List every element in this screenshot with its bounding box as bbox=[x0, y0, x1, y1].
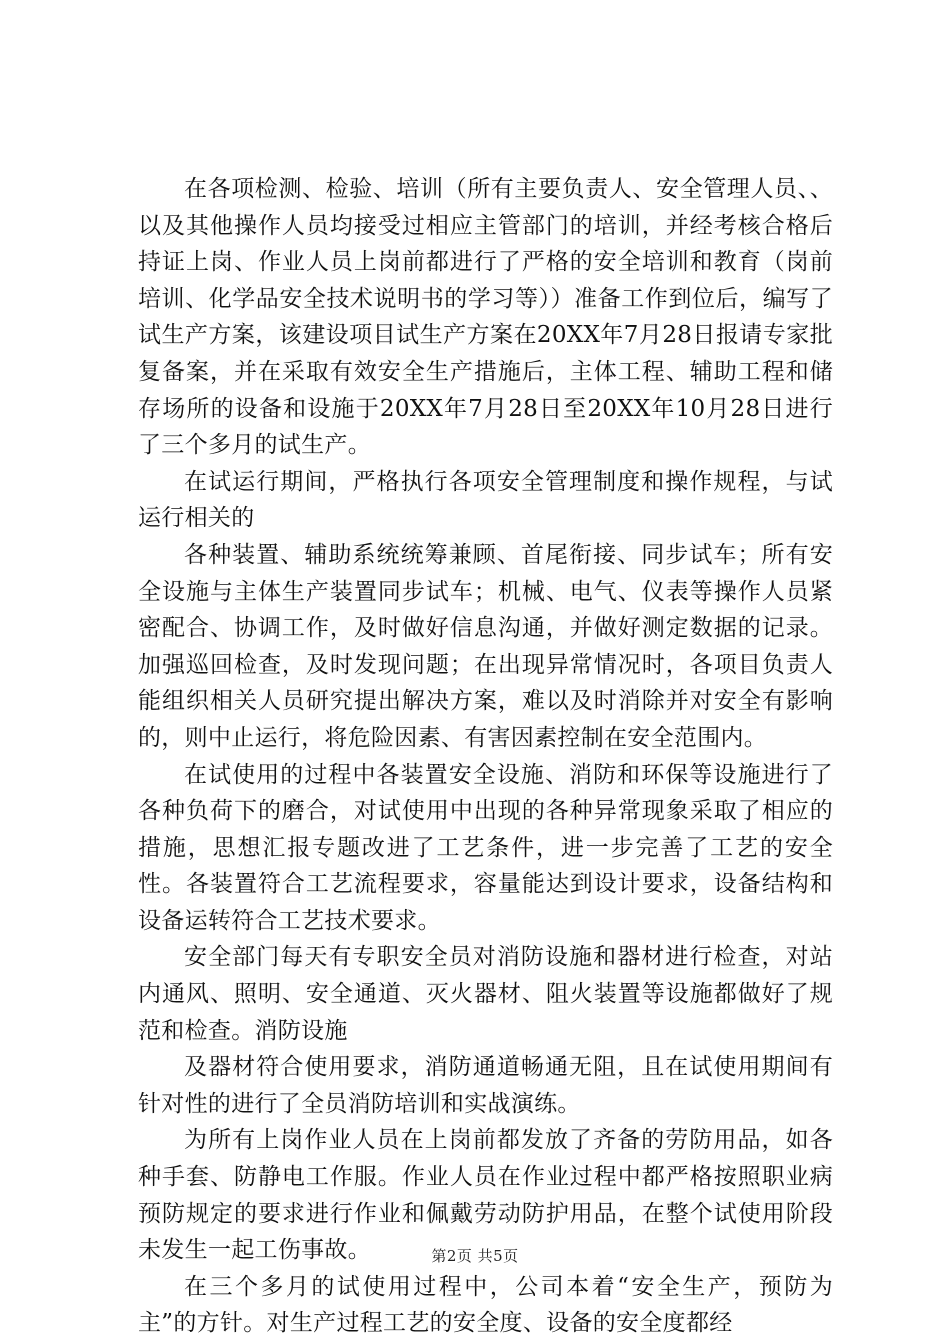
document-body bbox=[138, 171, 833, 1342]
paragraph-2: 在试运行期间，严格执行各项安全管理制度和操作规程，与试运行相关的 bbox=[138, 468, 833, 532]
paragraph-3: 各种装置、辅助系统统筹兼顾、首尾衔接、同步试车；所有安全设施与主体生产装置同步试车；机械、电气、仪表等操作人员紧密配合、协调工作，及时做好信息沟通，并做好测定数据的记录。加强巡回检查，及时发现问题；在出现异常情况时，各项目负责人能组织相关人员研究提出解决方案，难以及时消除并对安全有影响的，则中止运行，将危险因素、有害因素控制在安全范围内。 bbox=[138, 541, 833, 751]
page-number-footer: 第2页 共5页 bbox=[431, 1247, 519, 1265]
paragraph-1: 在各项检测、检验、培训（所有主要负责人、安全管理人员、、以及其他操作人员均接受过相应主管部门的培训，并经考核合格后持证上岗、作业人员上岗前都进行了严格的安全培训和教育（岗前培训、化学品安全技术说明书的学习等））准备工作到位后，编写了试生产方案，该建设项目试生产方案在20XX年7月28日报请专家批复备案，并在采取有效安全生产措施后，主体工程、辅助工程和储存场所的设备和设施于20XX年7月28日至20XX年10月28日进行了三个多月的试生产。 bbox=[138, 176, 833, 459]
paragraph-7: 为所有上岗作业人员在上岗前都发放了齐备的劳防用品，如各种手套、防静电工作服。作业人员在作业过程中都严格按照职业病预防规定的要求进行作业和佩戴劳动防护用品，在整个试使用阶段未发生一起工伤事故。 bbox=[138, 1127, 833, 1264]
paragraph-4: 在试使用的过程中各装置安全设施、消防和环保等设施进行了各种负荷下的磨合，对试使用中出现的各种异常现象采取了相应的措施，思想汇报专题改进了工艺条件，进一步完善了工艺的安全性。各装置符合工艺流程要求，容量能达到设计要求，设备结构和设备运转符合工艺技术要求。 bbox=[138, 761, 833, 934]
paragraph-5: 安全部门每天有专职安全员对消防设施和器材进行检查，对站内通风、照明、安全通道、灭火器材、阻火装置等设施都做好了规范和检查。消防设施 bbox=[138, 944, 833, 1044]
paragraph-6: 及器材符合使用要求，消防通道畅通无阻，且在试使用期间有针对性的进行了全员消防培训和实战演练。 bbox=[138, 1054, 833, 1117]
paragraph-8: 在三个多月的试使用过程中，公司本着“安全生产，预防为主”的方针。对生产过程工艺的安全度、设备的安全度都经 bbox=[138, 1273, 833, 1337]
